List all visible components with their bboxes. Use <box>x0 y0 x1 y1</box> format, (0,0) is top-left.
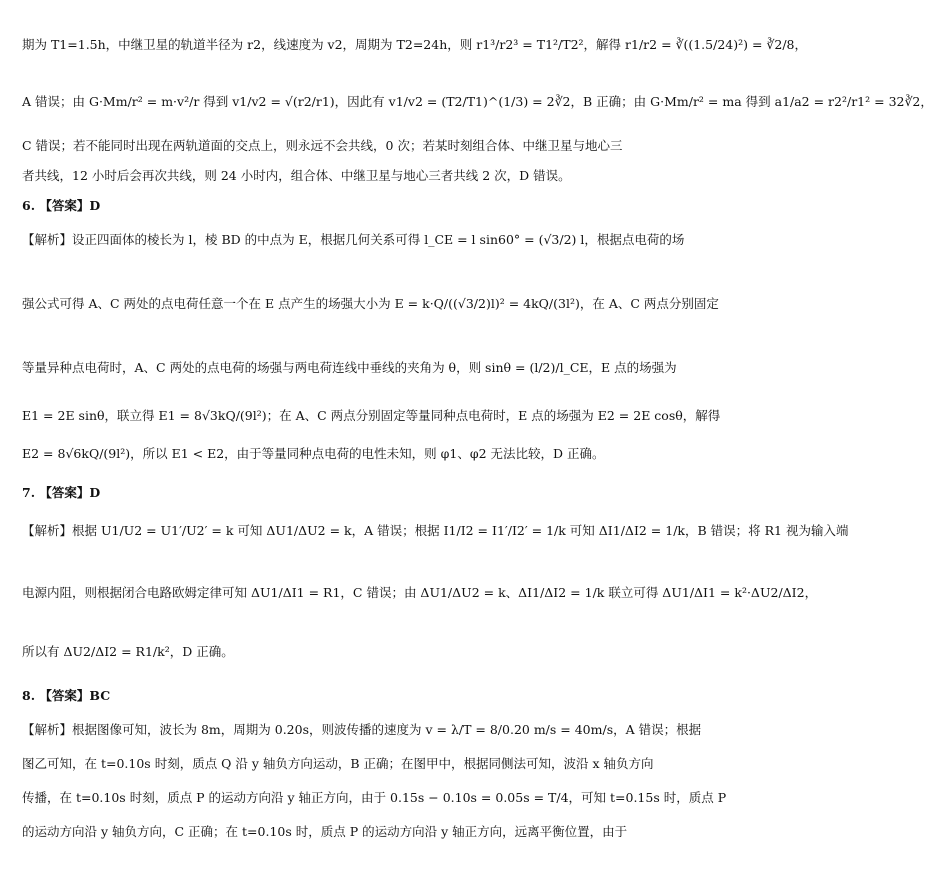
analysis-6-line-2: 强公式可得 A、C 两处的点电荷任意一个在 E 点产生的场强大小为 E = k·Q/((√3/2)l)² = 4kQ/(3l²)，在 A、C 两点分别固定 <box>22 296 719 311</box>
analysis-8-line-3: 传播，在 t=0.10s 时刻，质点 P 的运动方向沿 y 轴正方向，由于 0.15s − 0.10s = 0.05s = T/4，可知 t=0.15s 时，质点 P <box>22 790 727 805</box>
analysis-8-line-4: 的运动方向沿 y 轴负方向，C 正确；在 t=0.10s 时，质点 P 的运动方向沿 y 轴正方向，远离平衡位置，由于 <box>22 824 628 839</box>
text-line-4: 者共线，12 小时后会再次共线，则 24 小时内，组合体、中继卫星与地心三者共线 2 次，D 错误。 <box>22 168 571 183</box>
analysis-8-line-2: 图乙可知，在 t=0.10s 时刻，质点 Q 沿 y 轴负方向运动，B 正确；在图甲中，根据同侧法可知，波沿 x 轴负方向 <box>22 756 654 771</box>
analysis-6-line-1: 【解析】设正四面体的棱长为 l，棱 BD 的中点为 E，根据几何关系可得 l_CE = l sin60° = (√3/2) l，根据点电荷的场 <box>22 232 685 247</box>
analysis-6-line-4: E1 = 2E sinθ，联立得 E1 = 8√3kQ/(9l²)；在 A、C 两点分别固定等量同种点电荷时，E 点的场强为 E2 = 2E cosθ，解得 <box>22 408 721 423</box>
analysis-6-line-3: 等量异种点电荷时，A、C 两处的点电荷的场强与两电荷连线中垂线的夹角为 θ，则 sinθ = (l/2)/l_CE，E 点的场强为 <box>22 360 677 375</box>
answer-heading-6: 6. 【答案】D <box>22 198 101 213</box>
answer-heading-8: 8. 【答案】BC <box>22 688 111 703</box>
answer-heading-7: 7. 【答案】D <box>22 485 101 500</box>
text-line-3: C 错误；若不能同时出现在两轨道面的交点上，则永远不会共线，0 次；若某时刻组合体、中继卫星与地心三 <box>22 138 623 153</box>
analysis-7-line-2: 电源内阻，则根据闭合电路欧姆定律可知 ΔU1/ΔI1 = R1，C 错误；由 ΔU1/ΔU2 = k、ΔI1/ΔI2 = 1/k 联立可得 ΔU1/ΔI1 = k²·ΔU2/ΔI2， <box>22 585 818 600</box>
analysis-7-line-3: 所以有 ΔU2/ΔI2 = R1/k²，D 正确。 <box>22 644 234 659</box>
text-line-2: A 错误；由 G·Mm/r² = m·v²/r 得到 v1/v2 = √(r2/r1)，因此有 v1/v2 = (T2/T1)^(1/3) = 2∛2，B 正确；由 G·Mm/r² = ma 得到 a1/a2 = r2²/r1² = 32∛2， <box>22 94 933 109</box>
text-line-1: 期为 T1=1.5h，中继卫星的轨道半径为 r2，线速度为 v2，周期为 T2=24h，则 r1³/r2³ = T1²/T2²，解得 r1/r2 = ∛((1.5/24)²) = ∛2/8， <box>22 37 807 52</box>
analysis-8-line-1: 【解析】根据图像可知，波长为 8m，周期为 0.20s，则波传播的速度为 v = λ/T = 8/0.20 m/s = 40m/s，A 错误；根据 <box>22 722 702 737</box>
analysis-7-line-1: 【解析】根据 U1/U2 = U1′/U2′ = k 可知 ΔU1/ΔU2 = k，A 错误；根据 I1/I2 = I1′/I2′ = 1/k 可知 ΔI1/ΔI2 = 1/k，B 错误；将 R1 视为输入端 <box>22 523 849 538</box>
analysis-6-line-5: E2 = 8√6kQ/(9l²)，所以 E1 < E2，由于等量同种点电荷的电性未知，则 φ1、φ2 无法比较，D 正确。 <box>22 446 605 461</box>
